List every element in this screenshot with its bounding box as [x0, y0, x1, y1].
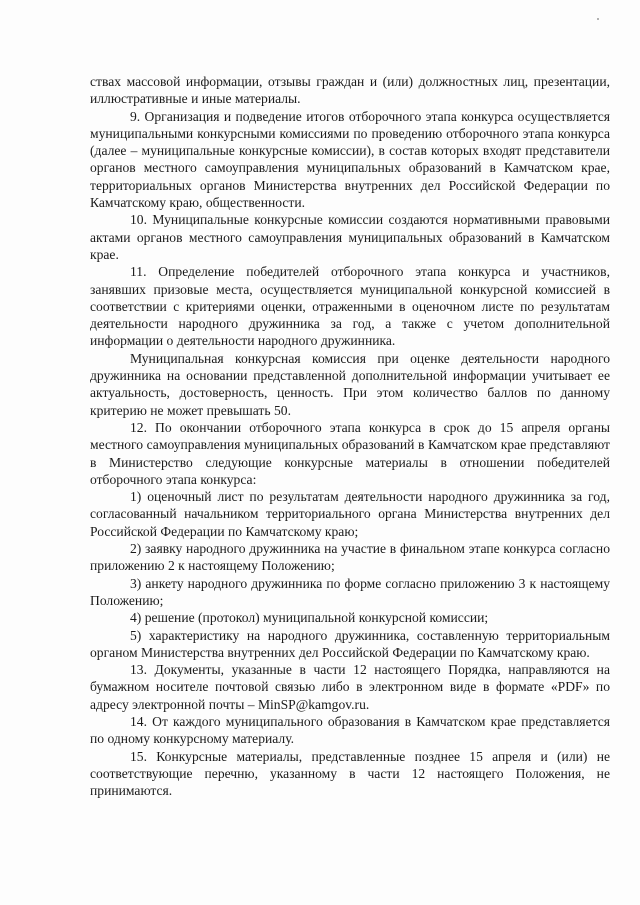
paragraph-12: 12. По окончании отборочного этапа конкурса в срок до 15 апреля органы местного самоуправления муниципальных образований в Камчатском крае представляют в Министерство следующие конкурсные материалы в отношении победителей отборочного этапа конкурса:: [90, 419, 610, 487]
document-body: [90, 73, 610, 799]
paragraph-13: 13. Документы, указанные в части 12 настоящего Порядка, направляются на бумажном носителе почтовой связью либо в электронном виде в формате «PDF» по адресу электронной почты – MinSP@kamgov.ru.: [90, 662, 610, 712]
scan-speck: [597, 18, 599, 20]
paragraph-15: 15. Конкурсные материалы, представленные позднее 15 апреля и (или) не соответствующие перечню, указанному в части 12 настоящего Положения, не принимаются.: [90, 748, 610, 799]
paragraph-14: 14. От каждого муниципального образования в Камчатском крае представляется по одному конкурсному материалу.: [90, 713, 610, 747]
paragraph-11: 11. Определение победителей отборочного этапа конкурса и участников, занявших призовые места, осуществляется муниципальной конкурсной комиссией в соответствии с критериями оценки, отраженными в оценочном листе по результатам деятельности народного дружинника за год, а также с учетом дополнительной информации о деятельности народного дружинника.: [90, 264, 610, 349]
paragraph-12-item-5: 5) характеристику на народного дружинника, составленную территориальным органом Министерства внутренних дел Российской Федерации по Камчатскому краю.: [90, 627, 610, 660]
paragraph-continuation: ствах массовой информации, отзывы граждан и (или) должностных лиц, презентации, иллюстративные и иные материалы.: [90, 74, 610, 107]
paragraph-12-item-3: 3) анкету народного дружинника по форме согласно приложению 3 к настоящему Положению;: [90, 575, 610, 608]
paragraph-12-item-1: 1) оценочный лист по результатам деятельности народного дружинника за год, согласованный начальником территориального органа Министерства внутренних дел Российской Федерации по Камчатскому краю;: [90, 489, 610, 539]
paragraph-9: 9. Организация и подведение итогов отборочного этапа конкурса осуществляется муниципальными конкурсными комиссиями по проведению отборочного этапа конкурса (далее – муниципальные конкурсные комиссии), в состав которых входят представители органов местного самоуправления муниципальных образований в Камчатском крае, территориальных органов Министерства внутренних дел Российской Федерации по Камчатскому краю, общественности.: [90, 108, 610, 211]
paragraph-10: 10. Муниципальные конкурсные комиссии создаются нормативными правовыми актами органов местного самоуправления муниципальных образований в Камчатском крае.: [90, 212, 610, 262]
paragraph-11-additional: Муниципальная конкурсная комиссия при оценке деятельности народного дружинника на основании представленной дополнительной информации учитывает ее актуальность, достоверность, ценность. При этом количество баллов по данному критерию не может превышать 50.: [90, 350, 610, 418]
paragraph-12-item-2: 2) заявку народного дружинника на участие в финальном этапе конкурса согласно приложению 2 к настоящему Положению;: [90, 541, 610, 574]
paragraph-12-item-4: 4) решение (протокол) муниципальной конкурсной комиссии;: [130, 610, 489, 626]
